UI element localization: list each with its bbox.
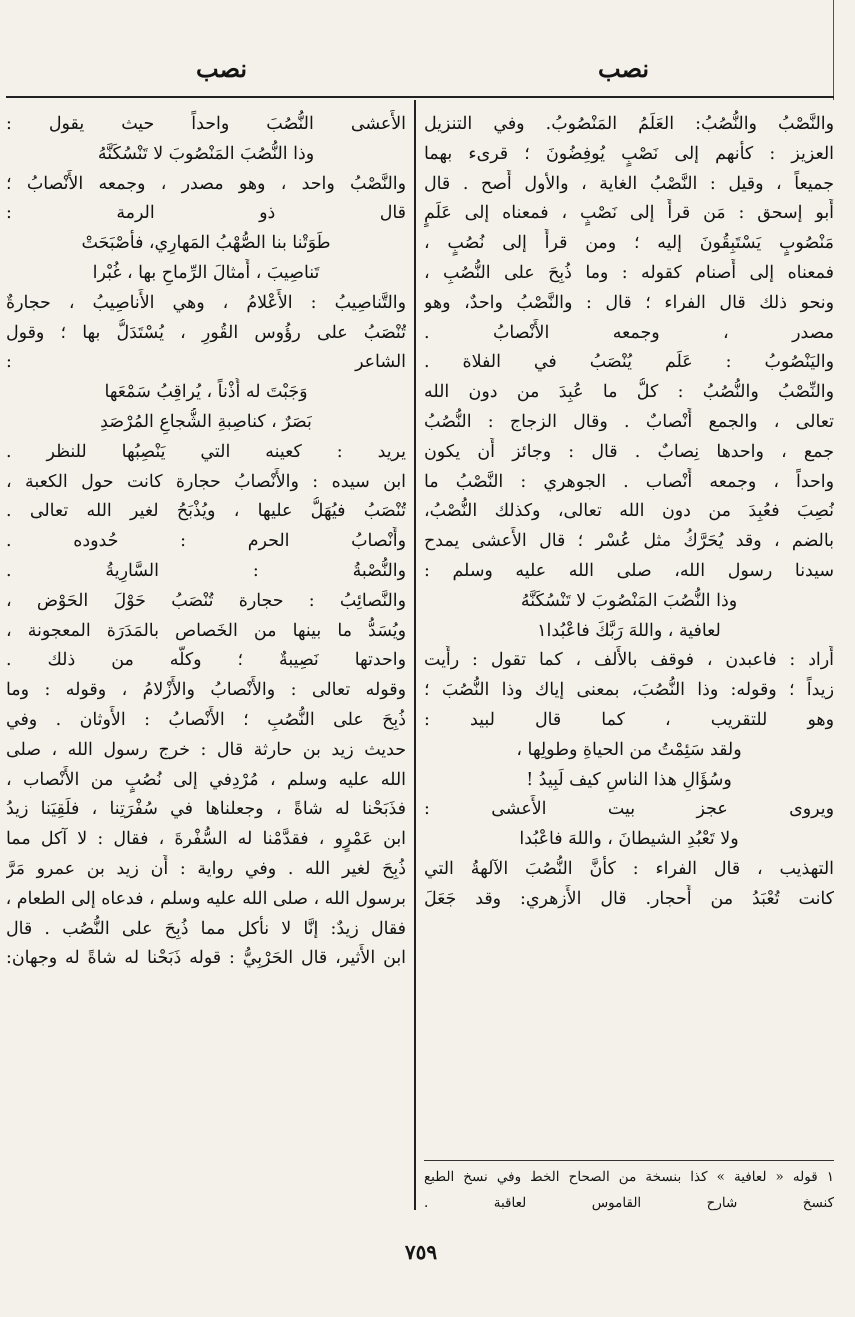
text-line: والتَّناصِيبُ : الأَعْلامُ ، وهي الأَناصِيبُ ، حجارةٌ <box>6 292 406 313</box>
text-line: ابن عَمْرٍو ، فقدَّمْنا له السُّفْرةَ ، فقال : لا آكل مما <box>6 829 406 850</box>
text-line: فقال زيدٌ: إنَّا لا نأْكل مما ذُبِحَ على النُّصُب . قال <box>6 918 406 939</box>
verse-line: لعافية ، واللهَ رَبَّكَ فاعْبُدا١ <box>537 620 721 641</box>
verse-line: طَوَتْنا بنا الصُّهْبُ المَهارِي، فأَصْبَحَتْ <box>81 233 331 254</box>
text-line: مصدر ، وجمعه الأَنْصابُ . <box>424 322 834 343</box>
text-line: زيداً ؛ وقوله: وذا النُّصُبَ، بمعنى إياك وذا النُّصُبَ ؛ <box>424 680 834 701</box>
text-line: الشاعر : <box>6 352 406 373</box>
verse-line: وسُؤَالِ هذا الناسِ كيف لَبِيدُ ! <box>526 769 732 790</box>
footnote-line: ١ قوله « لعافية » كذا بنسخة من الصحاح الخط وفي نسخ الطبع <box>424 1169 834 1185</box>
text-line: تُنْصَبُ فيُهَلُّ عليها ، ويُذْبَحُ لغير الله تعالى . <box>6 501 406 522</box>
text-line: يريد : كعينه التي يَنْصِبُها للنظر . <box>6 441 406 462</box>
text-line: الأَعشى النُّصُبَ واحداً حيث يقول : <box>6 114 406 134</box>
text-line: والنَّصْبُ والنُّصُبُ: العَلَمُ المَنْصُوبُ. وفي التنزيل <box>424 114 834 134</box>
text-line: جميعاً ، وقيل : النَّصْبُ الغاية ، والأول أَصح . قال <box>424 173 834 194</box>
footnote-line: كنسخ شارح القاموس لعاقبة . <box>424 1195 834 1211</box>
text-line: واحدتها نَصِيبةٌ ؛ وكلُّه من ذلك . <box>6 650 406 671</box>
text-line: أَراد : فاعبدن ، فوقف بالأَلف ، كما تقول : رأَيت <box>424 650 834 671</box>
text-line: مَنْصُوبٍ يَسْتَبِقُونَ إليه ؛ ومن قرأَ إلى نُصُبٍ ، <box>424 233 834 254</box>
page-edge-line <box>833 0 834 100</box>
column-separator <box>414 100 416 1210</box>
text-line: بالضم ، وقد يُحَرَّكُ مثل عُسْر ؛ قال الأَعشى يمدح <box>424 531 834 552</box>
right-column <box>424 110 834 915</box>
text-line: والنَّصائِبُ : حجارة تُنْصَبُ حَوْلَ الحَوْض ، <box>6 590 406 611</box>
text-line: جمع ، واحدها نِصابٌ . قال : وجائز أَن يكون <box>424 441 834 462</box>
text-line: العزيز : كأَنهم إلى نَصْبٍ يُوفِضُونَ ؛ قرىء بهما <box>424 143 834 164</box>
text-line: التهذيب ، قال الفراء : كأَنَّ النُّصُبَ الآلهةُ التي <box>424 858 834 879</box>
text-line: واليَنْصُوبُ : عَلَم يُنْصَبُ في الفلاة . <box>424 352 834 373</box>
text-line: ذُبِحَ على النُّصُبِ ؛ الأَنْصابُ : الأَوثان . وفي <box>6 709 406 730</box>
text-line: والنُّصْبةُ : السَّارِيةُ . <box>6 560 406 581</box>
text-line: تعالى ، والجمع أَنْصابٌ . وقال الزجاج : النُّصُبُ <box>424 411 834 432</box>
text-line: وقوله تعالى : والأَنْصابُ والأَزْلامُ ، وقوله : وما <box>6 680 406 701</box>
header-word-left: نصب <box>196 54 248 83</box>
text-line: والنَّصْبُ واحد ، وهو مصدر ، وجمعه الأَنْصابُ ؛ <box>6 173 406 194</box>
text-line: وهو للتقريب ، كما قال لبيد : <box>424 709 834 730</box>
footnote <box>424 1164 834 1216</box>
text-line: سيدنا رسول الله، صلى الله عليه وسلم : <box>424 560 834 581</box>
left-column <box>6 110 406 974</box>
text-line: وأَنْصابُ الحرم : حُدوده . <box>6 531 406 552</box>
text-line: قال ذو الرمة : <box>6 203 406 224</box>
footnote-rule <box>424 1160 834 1161</box>
text-line: فمعناه إلى أَصنام كقوله : وما ذُبِحَ على النُّصُبِ ، <box>424 262 834 283</box>
page-number: ٧٥٩ <box>404 1240 438 1264</box>
verse-line: تَناصِيبَ ، أَمثالَ الرِّماحِ بها ، غُبْرا <box>92 262 320 283</box>
text-line: الله عليه وسلم ، مُرْدِفي إلى نُصُبٍ من الأَنْصاب ، <box>6 769 406 790</box>
text-line: ذُبِحَ لغير الله . وفي رواية : أَن زيد بن عمرو مَرَّ <box>6 858 406 879</box>
text-line: أَبو إسحق : مَن قرأَ إلى نَصْبٍ ، فمعناه إلى عَلَمٍ <box>424 203 834 224</box>
text-line: ابن الأَثير، قال الحَرْبِيُّ : قوله ذَبَحْنا له شاةً له وجهان: <box>6 948 406 969</box>
header-word-right: نصب <box>598 54 650 83</box>
verse-line: ولقد سَئِمْتُ من الحياةِ وطولِها ، <box>516 739 742 760</box>
text-line: ونحو ذلك قال الفراء ؛ قال : والنَّصْبُ واحدٌ، وهو <box>424 292 834 313</box>
text-line: والنِّصْبُ والنُّصُبُ : كلُّ ما عُبِدَ من دون الله <box>424 382 834 403</box>
text-line: ويُسَدُّ ما بينها من الخَصاص بالمَدَرَة المعجونة ، <box>6 620 406 641</box>
text-line: كانت تُعْبَدُ من أَحجار. قال الأَزهري: وقد جَعَلَ <box>424 888 834 909</box>
text-line: نُصِبَ فعُبِدَ من دون الله تعالى، وكذلك النُّصْبُ، <box>424 501 834 522</box>
text-line: ابن سيده : والأَنْصابُ حجارة كانت حول الكعبة ، <box>6 471 406 492</box>
text-line: تُنْصَبُ على رؤُوس القُورِ ، يُسْتَدَلُّ بها ؛ وقول <box>6 322 406 343</box>
verse-line: بَصَرٌ ، كناصِبةِ الشُّجاعِ المُرْصَدِ <box>100 411 312 432</box>
text-line: فذَبَحْنا له شاةً ، وجعلناها في سُفْرَتِنا ، فلَقِيَنا زيدُ <box>6 799 406 820</box>
header-rule <box>6 96 834 98</box>
text-line: واحداً ، وجمعه أَنْصاب . الجوهري : النَّصْبُ ما <box>424 471 834 492</box>
verse-line: وَجَبْتَ له أُذْناً ، يُراقِبُ سَمْعَها <box>104 382 308 403</box>
text-line: برسول الله ، صلى الله عليه وسلم ، فدعاه إلى الطعام ، <box>6 888 406 909</box>
text-line: ويروى عجز بيت الأَعشى : <box>424 799 834 820</box>
text-line: حديث زيد بن حارثة قال : خرج رسول الله ، صلى <box>6 739 406 760</box>
verse-line: وذا النُّصُبَ المَنْصُوبَ لا تَنْسُكَنَّهُ <box>97 143 315 164</box>
verse-line: ولا تَعْبُدِ الشيطانَ ، واللهَ فاعْبُدا <box>519 829 739 850</box>
verse-line: وذا النُّصُبَ المَنْصُوبَ لا تَنْسُكَنَّهُ <box>520 590 738 611</box>
